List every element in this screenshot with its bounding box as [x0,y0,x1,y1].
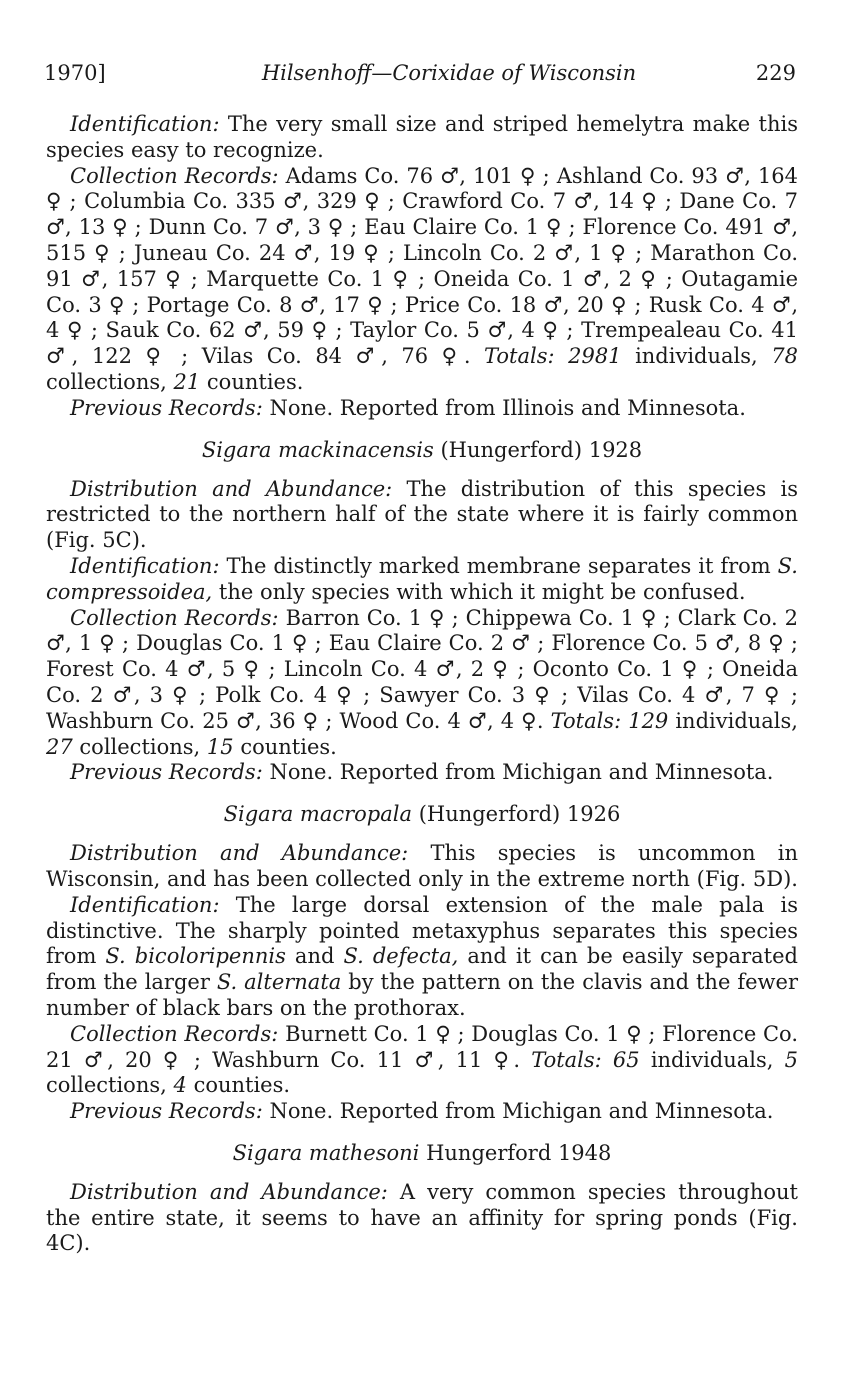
distribution-paragraph: Distribution and Abundance: A very common species throughout the entire state, it seems to have an affinity for spring ponds (Fig. 4C). [46,1179,798,1256]
species-heading-mathesoni: Sigara mathesoni Hungerford 1948 [232,1140,612,1165]
page-number: 229 [755,61,796,85]
identification-paragraph: Identification: The very small size and striped hemelytra make this species easy to recognize. [46,112,798,162]
article-body [46,112,798,1257]
running-header [44,56,796,90]
previous-records-paragraph: Previous Records: None. Reported from Michigan and Minnesota. [70,760,774,785]
distribution-paragraph: Distribution and Abundance: This species is uncommon in Wisconsin, and has been collected only in the extreme north (Fig. 5D). [46,841,798,891]
collection-records-paragraph: Collection Records: Barron Co. 1 ♀ ; Chippewa Co. 1 ♀ ; Clark Co. 2 ♂, 1 ♀ ; Douglas Co. 1 ♀ ; Eau Claire Co. 2 ♂ ; Florence Co. 5 ♂, 8 ♀ ; Forest Co. 4 ♂, 5 ♀ ; Lincoln Co. 4 ♂, 2 ♀ ; Oconto Co. 1 ♀ ; Oneida Co. 2 ♂, 3 ♀ ; Polk Co. 4 ♀ ; Sawyer Co. 3 ♀ ; Vilas Co. 4 ♂, 7 ♀ ; Washburn Co. 25 ♂, 36 ♀ ; Wood Co. 4 ♂, 4 ♀. Totals: 129 individuals, 27 collections, 15 counties. [46,605,798,759]
collection-records-paragraph: Collection Records: Burnett Co. 1 ♀ ; Douglas Co. 1 ♀ ; Florence Co. 21 ♂, 20 ♀ ; Washburn Co. 11 ♂, 11 ♀. Totals: 65 individuals, 5 collections, 4 counties. [46,1021,799,1098]
previous-records-paragraph: Previous Records: None. Reported from Illinois and Minnesota. [70,395,746,420]
header-title: Hilsenhoff—Corixidae of Wisconsin [261,61,637,85]
header-year: 1970] [44,61,106,85]
collection-records-paragraph: Collection Records: Adams Co. 76 ♂, 101 ♀ ; Ashland Co. 93 ♂, 164 ♀ ; Columbia Co. 335 ♂, 329 ♀ ; Crawford Co. 7 ♂, 14 ♀ ; Dane Co. 7 ♂, 13 ♀ ; Dunn Co. 7 ♂, 3 ♀ ; Eau Claire Co. 1 ♀ ; Florence Co. 491 ♂, 515 ♀ ; Juneau Co. 24 ♂, 19 ♀ ; Lincoln Co. 2 ♂, 1 ♀ ; Marathon Co. 91 ♂, 157 ♀ ; Marquette Co. 1 ♀ ; Oneida Co. 1 ♂, 2 ♀ ; Outagamie Co. 3 ♀ ; Portage Co. 8 ♂, 17 ♀ ; Price Co. 18 ♂, 20 ♀ ; Rusk Co. 4 ♂, 4 ♀ ; Sauk Co. 62 ♂, 59 ♀ ; Taylor Co. 5 ♂, 4 ♀ ; Trempealeau Co. 41 ♂, 122 ♀ ; Vilas Co. 84 ♂, 76 ♀. Totals: 2981 individuals, 78 collections, 21 counties. [46,163,798,394]
identification-paragraph: Identification: The distinctly marked membrane separates it from S. compressoidea, the only species with which it might be confused. [46,553,798,604]
distribution-paragraph: Distribution and Abundance: The distribution of this species is restricted to the northern half of the state where it is fairly common (Fig. 5C). [46,476,798,553]
previous-records-paragraph: Previous Records: None. Reported from Michigan and Minnesota. [70,1099,774,1124]
identification-paragraph: Identification: The large dorsal extension of the male pala is distinctive. The sharply pointed metaxyphus separates this species from S. bicoloripennis and S. defecta, and it can be easily separated from the larger S. alternata by the pattern on the clavis and the fewer number of black bars on the prothorax. [46,892,798,1020]
species-heading-mackinacensis: Sigara mackinacensis (Hungerford) 1928 [201,437,643,462]
species-heading-macropala: Sigara macropala (Hungerford) 1926 [223,802,621,827]
